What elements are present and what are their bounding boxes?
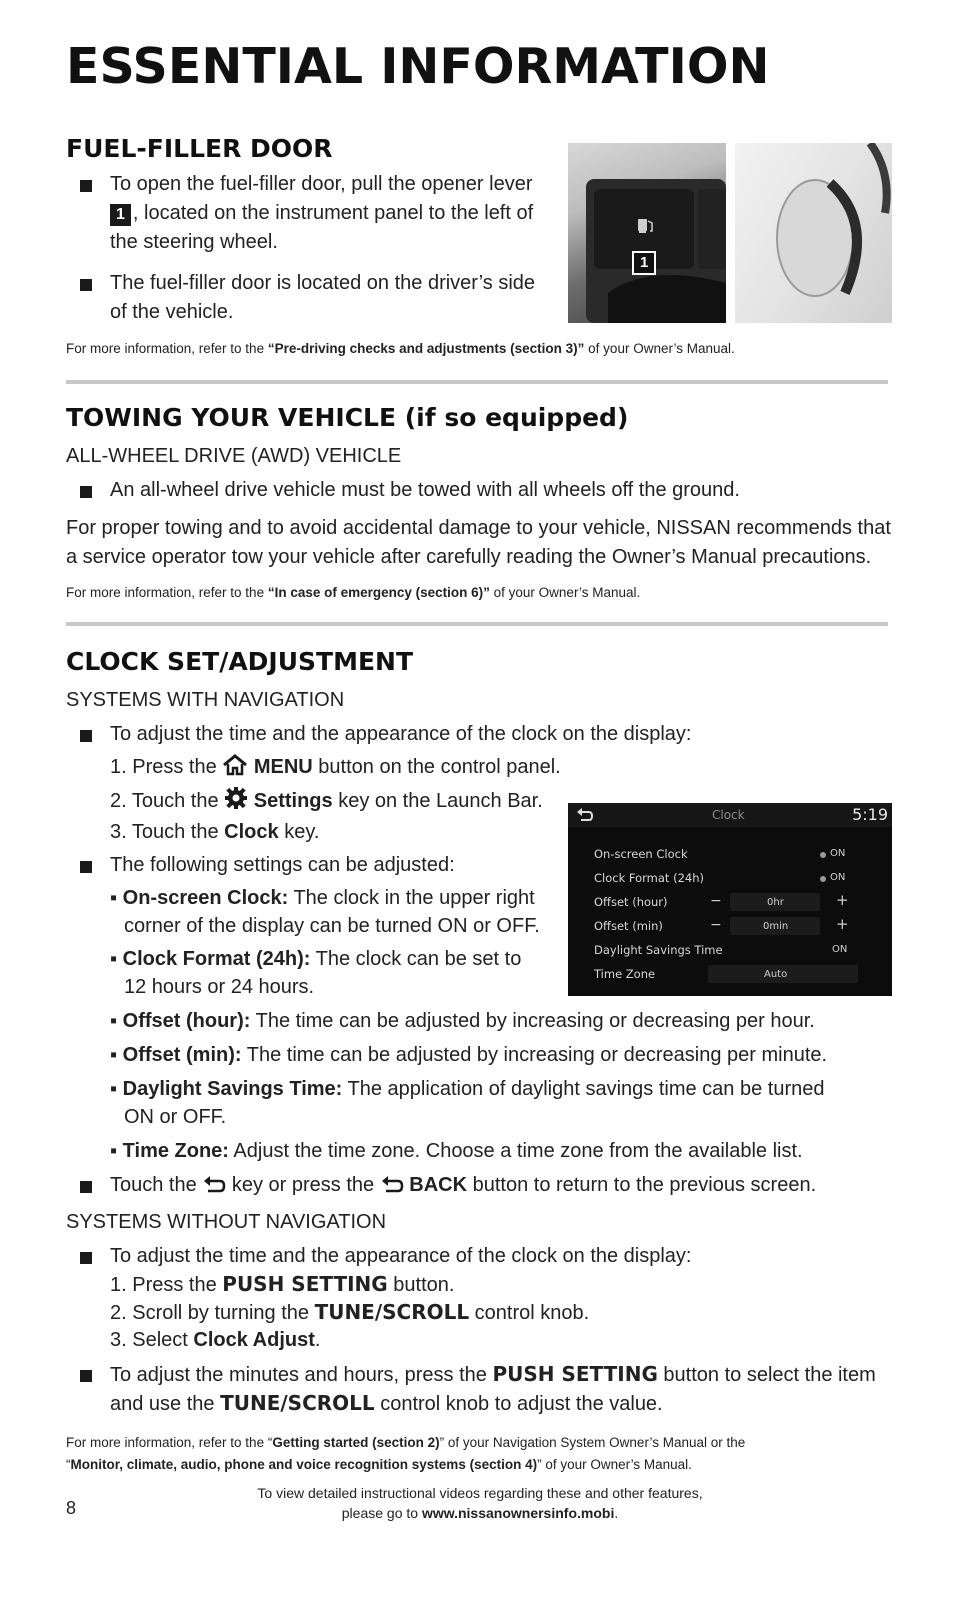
towing-bullet-1: An all-wheel drive vehicle must be towed with all wheels off the ground. bbox=[110, 479, 740, 501]
desc-offset-min: ▪ Offset (min): The time can be adjusted by increasing or decreasing per minute. bbox=[110, 1044, 828, 1066]
nonav-step-2 bbox=[110, 1298, 589, 1328]
ref-text: ” of your Owner’s Manual. bbox=[537, 1457, 692, 1472]
desc-onscreen-clock: ▪ On-screen Clock: The clock in the upper right bbox=[110, 887, 535, 909]
push-setting-label: PUSH SETTING bbox=[222, 1272, 388, 1296]
plus-icon: + bbox=[836, 915, 849, 933]
screen-row-label: On-screen Clock bbox=[594, 847, 688, 861]
desc-clock-format: ▪ Clock Format (24h): The clock can be set to bbox=[110, 948, 522, 970]
desc-term: Clock Format (24h): bbox=[122, 948, 311, 970]
footer-line-1: To view detailed instructional videos regarding these and other features, bbox=[257, 1485, 703, 1501]
step-text: button on the control panel. bbox=[312, 756, 561, 778]
desc-offset-hour: ▪ Offset (hour): The time can be adjusted by increasing or decreasing per hour. bbox=[110, 1010, 815, 1032]
desc-time-zone: ▪ Time Zone: Adjust the time zone. Choose a time zone from the available list. bbox=[110, 1140, 803, 1162]
screen-row-label: Offset (hour) bbox=[594, 895, 668, 909]
fuel-bullet-1-line-2 bbox=[110, 199, 533, 228]
clock-bullet-1: To adjust the time and the appearance of the clock on the display: bbox=[110, 723, 692, 745]
screen-row-value: ON bbox=[832, 944, 848, 955]
opener-lever-illustration bbox=[568, 143, 726, 323]
clock-step-2 bbox=[110, 786, 543, 819]
towing-para-line-2: a service operator tow your vehicle after carefully reading the Owner’s Manual precautions. bbox=[66, 546, 872, 568]
opener-lever-photo bbox=[568, 143, 726, 323]
towing-para-line-1: For proper towing and to avoid accidental damage to your vehicle, NISSAN recommends that bbox=[66, 517, 891, 539]
desc-text: The time can be adjusted by increasing or decreasing per minute. bbox=[241, 1044, 828, 1066]
step-text: 2. Touch the bbox=[110, 790, 225, 812]
ref-text: For more information, refer to the bbox=[66, 585, 268, 600]
callout-badge: 1 bbox=[110, 204, 131, 226]
nonav-bullet-1: To adjust the time and the appearance of the clock on the display: bbox=[110, 1245, 692, 1267]
menu-label: MENU bbox=[253, 756, 313, 778]
bullet-text: button to return to the previous screen. bbox=[467, 1174, 817, 1196]
bullet-marker bbox=[80, 861, 92, 873]
ref-text: of your Owner’s Manual. bbox=[584, 341, 735, 356]
minus-icon: − bbox=[710, 893, 722, 909]
bullet-text: Touch the bbox=[110, 1174, 203, 1196]
screen-title: Clock bbox=[712, 808, 745, 822]
screen-row-label: Daylight Savings Time bbox=[594, 943, 723, 957]
ref-text: of your Owner’s Manual. bbox=[489, 585, 641, 600]
towing-heading: TOWING YOUR VEHICLE (if so equipped) bbox=[66, 403, 629, 432]
footer-text: please go to bbox=[341, 1505, 422, 1521]
ref-text: “ bbox=[66, 1457, 71, 1472]
ref-text: ” of your Navigation System Owner’s Manual or the bbox=[439, 1435, 746, 1450]
fuel-door-illustration bbox=[735, 143, 892, 323]
desc-text: The clock can be set to bbox=[310, 948, 522, 970]
screen-row-value: 0min bbox=[763, 921, 789, 932]
clock-sub-nav: SYSTEMS WITH NAVIGATION bbox=[66, 689, 345, 711]
desc-text: Adjust the time zone. Choose a time zone from the available list. bbox=[228, 1140, 803, 1162]
bullet-text: and use the bbox=[110, 1393, 221, 1415]
desc-term: Offset (min): bbox=[122, 1044, 242, 1066]
desc-daylight-savings-line-2: ON or OFF. bbox=[124, 1106, 227, 1128]
step-text: 3. Touch the bbox=[110, 821, 225, 843]
desc-text: The time can be adjusted by increasing or decreasing per hour. bbox=[250, 1010, 815, 1032]
desc-text: The clock in the upper right bbox=[288, 887, 535, 909]
clock-bullet-2: The following settings can be adjusted: bbox=[110, 854, 455, 876]
nonav-bullet-2 bbox=[110, 1360, 876, 1390]
plus-icon: + bbox=[836, 891, 849, 909]
bullet-text: control knob to adjust the value. bbox=[374, 1393, 663, 1415]
fuel-heading: FUEL-FILLER DOOR bbox=[66, 134, 333, 163]
step-text: 2. Scroll by turning the bbox=[110, 1302, 315, 1324]
footer-line-2 bbox=[200, 1503, 760, 1523]
clock-sub-nonav: SYSTEMS WITHOUT NAVIGATION bbox=[66, 1211, 387, 1233]
fuel-bullet-1-line-1: To open the fuel-filler door, pull the opener lever bbox=[110, 173, 533, 195]
screen-time: 5:19 bbox=[852, 805, 888, 824]
section-divider bbox=[66, 622, 888, 626]
ref-section-link: “Pre-driving checks and adjustments (section 3)” bbox=[267, 341, 585, 356]
clock-bullet-3 bbox=[110, 1171, 816, 1203]
settings-label: Settings bbox=[253, 790, 333, 812]
clock-settings-screen bbox=[568, 803, 892, 996]
gear-icon bbox=[224, 786, 248, 819]
section-divider bbox=[66, 380, 888, 384]
ref-section-link: Monitor, climate, audio, phone and voice recognition systems (section 4) bbox=[70, 1457, 538, 1472]
toggle-indicator bbox=[820, 852, 826, 858]
back-label: BACK bbox=[409, 1174, 468, 1196]
photo-callout-badge: 1 bbox=[632, 251, 656, 275]
screen-row-label: Time Zone bbox=[594, 967, 656, 981]
screen-row-value: Auto bbox=[764, 969, 788, 980]
step-text: key on the Launch Bar. bbox=[332, 790, 543, 812]
step-text: 1. Press the bbox=[110, 756, 223, 778]
bullet-marker bbox=[80, 1181, 92, 1193]
screen-row-label: Clock Format (24h) bbox=[594, 871, 704, 885]
desc-text: The application of daylight savings time can be turned bbox=[342, 1078, 825, 1100]
clock-step-1 bbox=[110, 753, 561, 785]
push-setting-label: PUSH SETTING bbox=[492, 1362, 658, 1386]
step-text: . bbox=[314, 1329, 321, 1351]
clock-label: Clock bbox=[224, 821, 279, 843]
clock-reference-line-1 bbox=[66, 1432, 745, 1454]
ref-section-link: Getting started (section 2) bbox=[272, 1435, 440, 1450]
towing-subheading: ALL-WHEEL DRIVE (AWD) VEHICLE bbox=[66, 445, 402, 467]
desc-term: On-screen Clock: bbox=[122, 887, 289, 909]
step-text: control knob. bbox=[469, 1302, 590, 1324]
footer-url: www.nissanownersinfo.mobi bbox=[421, 1505, 615, 1521]
towing-reference bbox=[66, 582, 640, 604]
nonav-bullet-2-line-2 bbox=[110, 1389, 663, 1419]
fuel-bullet-1-line-3: the steering wheel. bbox=[110, 231, 278, 253]
step-text: 1. Press the bbox=[110, 1274, 223, 1296]
bullet-marker bbox=[80, 730, 92, 742]
page-number: 8 bbox=[66, 1498, 77, 1518]
tune-scroll-label: TUNE/SCROLL bbox=[220, 1391, 375, 1415]
desc-daylight-savings: ▪ Daylight Savings Time: The application of daylight savings time can be turned bbox=[110, 1078, 825, 1100]
bullet-marker bbox=[80, 1252, 92, 1264]
desc-term: Offset (hour): bbox=[122, 1010, 251, 1032]
screen-row-label: Offset (min) bbox=[594, 919, 663, 933]
nonav-step-3 bbox=[110, 1326, 320, 1355]
bullet-marker bbox=[80, 279, 92, 291]
fuel-bullet-1-text: , located on the instrument panel to the left of bbox=[132, 202, 534, 224]
bullet-marker bbox=[80, 180, 92, 192]
screen-row-value: ON bbox=[830, 872, 846, 883]
minus-icon: − bbox=[710, 917, 722, 933]
clock-adjust-label: Clock Adjust bbox=[193, 1329, 315, 1351]
bullet-text: To adjust the minutes and hours, press the bbox=[110, 1364, 493, 1386]
desc-clock-format-line-2: 12 hours or 24 hours. bbox=[124, 976, 315, 998]
step-text: button. bbox=[387, 1274, 455, 1296]
clock-reference-line-2 bbox=[66, 1454, 692, 1476]
desc-term: Time Zone: bbox=[122, 1140, 229, 1162]
screen-row-value: ON bbox=[830, 848, 846, 859]
ref-section-link: “In case of emergency (section 6)” bbox=[267, 585, 490, 600]
step-text: 3. Select bbox=[110, 1329, 194, 1351]
fuel-door-photo bbox=[735, 143, 892, 323]
clock-step-3 bbox=[110, 818, 319, 847]
desc-term: Daylight Savings Time: bbox=[122, 1078, 343, 1100]
fuel-bullet-2-line-1: The fuel-filler door is located on the driver’s side bbox=[110, 272, 536, 294]
desc-onscreen-clock-line-2: corner of the display can be turned ON or OFF. bbox=[124, 915, 540, 937]
page-title: ESSENTIAL INFORMATION bbox=[66, 38, 770, 95]
bullet-marker bbox=[80, 486, 92, 498]
tune-scroll-label: TUNE/SCROLL bbox=[314, 1300, 470, 1324]
bullet-text: button to select the item bbox=[657, 1364, 876, 1386]
fuel-bullet-2-line-2: of the vehicle. bbox=[110, 301, 234, 323]
bullet-text: key or press the bbox=[226, 1174, 380, 1196]
nonav-step-1 bbox=[110, 1270, 454, 1300]
back-icon bbox=[202, 1174, 226, 1203]
screen-row-value: 0hr bbox=[767, 897, 784, 908]
ref-text: For more information, refer to the bbox=[66, 341, 268, 356]
back-icon bbox=[380, 1174, 404, 1203]
home-icon bbox=[222, 754, 248, 785]
fuel-reference bbox=[66, 338, 735, 360]
step-text: key. bbox=[278, 821, 320, 843]
back-icon bbox=[576, 807, 594, 827]
bullet-marker bbox=[80, 1370, 92, 1382]
toggle-indicator bbox=[820, 876, 826, 882]
footer-text: . bbox=[614, 1505, 619, 1521]
clock-heading: CLOCK SET/ADJUSTMENT bbox=[66, 647, 414, 676]
ref-text: For more information, refer to the “ bbox=[66, 1435, 273, 1450]
